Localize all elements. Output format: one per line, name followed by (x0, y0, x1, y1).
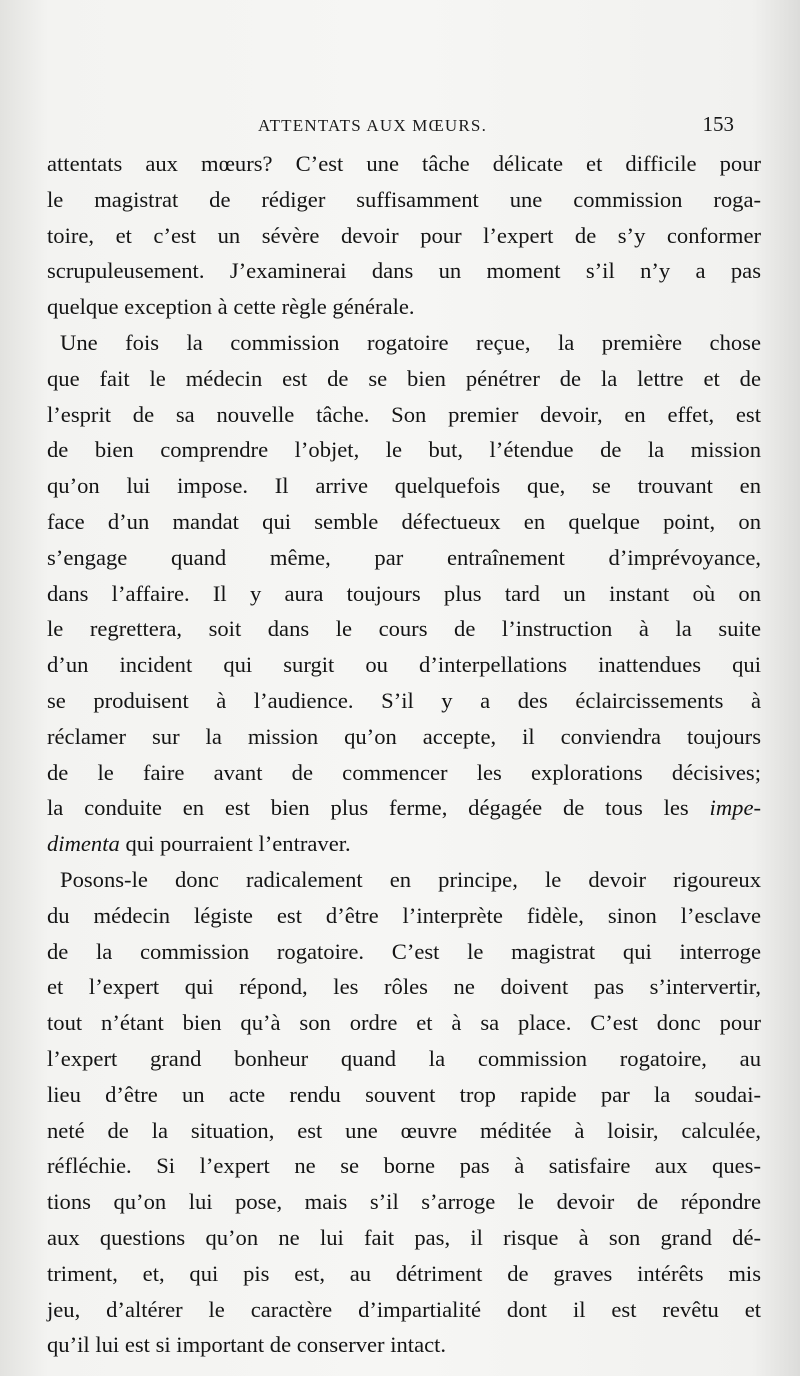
text-line (47, 755, 761, 791)
text-line (47, 1077, 761, 1113)
text-line (47, 253, 761, 289)
line-text: jeu, d’altérer le caractère d’impartialité dont il est revêtu et (47, 1296, 761, 1322)
line-text: l’expert grand bonheur quand la commission rogatoire, au (47, 1045, 761, 1071)
text-line (47, 969, 761, 1005)
text-line (47, 361, 761, 397)
text-line (47, 1327, 761, 1363)
text-line (47, 790, 761, 826)
running-head (60, 114, 734, 140)
line-text: de bien comprendre l’objet, le but, l’étendue de la mission (47, 437, 761, 463)
line-text: attentats aux mœurs? C’est une tâche délicate et difficile pour (47, 151, 761, 176)
line-text: dans l’affaire. Il y aura toujours plus tard un instant où on (47, 580, 761, 606)
line-text: du médecin légiste est d’être l’interprète fidèle, sinon l’esclave (47, 902, 761, 928)
line-text: le magistrat de rédiger suffisamment une commission roga- (47, 186, 761, 212)
line-text: réfléchie. Si l’expert ne se borne pas à satisfaire aux ques- (47, 1153, 761, 1179)
line-text: tout n’étant bien qu’à son ordre et à sa place. C’est donc pour (47, 1010, 761, 1036)
text-line (47, 1005, 761, 1041)
italic-text: dimenta (47, 831, 120, 857)
line-text: aux questions qu’on ne lui fait pas, il risque à son grand dé- (47, 1224, 761, 1250)
text-line (47, 468, 761, 504)
text-line (47, 826, 761, 862)
line-text: face d’un mandat qui semble défectueux en quelque point, on (47, 508, 761, 534)
text-line (47, 719, 761, 755)
running-head-title: ATTENTATS AUX MŒURS. (258, 116, 488, 135)
text-line (47, 146, 761, 182)
line-text: se produisent à l’audience. S’il y a des éclaircissements à (47, 687, 761, 713)
body-text (47, 146, 761, 1363)
text-line (47, 683, 761, 719)
text-line (47, 898, 761, 934)
text-line (47, 432, 761, 468)
page-number: 153 (702, 112, 734, 136)
text-line (47, 397, 761, 433)
line-text: neté de la situation, est une œuvre méditée à loisir, calculée, (47, 1117, 761, 1143)
line-text: qui pourraient l’entraver. (119, 831, 351, 857)
text-line (47, 647, 761, 683)
text-line (47, 1113, 761, 1149)
line-text: réclamer sur la mission qu’on accepte, il conviendra toujours (47, 723, 761, 749)
text-line (47, 218, 761, 254)
line-text: qu’il lui est si important de conserver intact. (47, 1332, 447, 1358)
text-line (47, 1256, 761, 1292)
line-text: toire, et c’est un sévère devoir pour l’expert de s’y conformer (47, 222, 761, 248)
text-line (47, 182, 761, 218)
line-text: lieu d’être un acte rendu souvent trop rapide par la soudai- (47, 1081, 761, 1107)
text-line (47, 611, 761, 647)
line-text: d’un incident qui surgit ou d’interpellations inattendues qui (47, 652, 761, 678)
text-line (47, 1220, 761, 1256)
text-line (47, 325, 761, 361)
italic-text: impe- (709, 795, 761, 821)
text-line (47, 576, 761, 612)
line-text: Une fois la commission rogatoire reçue, la première chose (60, 329, 761, 355)
line-text: qu’on lui impose. Il arrive quelquefois que, se trouvant en (47, 473, 761, 499)
line-text: s’engage quand même, par entraînement d’imprévoyance, (47, 544, 761, 570)
line-text: Posons-le donc radicalement en principe, le devoir rigoureux (60, 866, 761, 892)
line-text: scrupuleusement. J’examinerai dans un moment s’il n’y a pas (47, 258, 761, 284)
line-text: quelque exception à cette règle générale. (47, 294, 415, 320)
text-line (47, 862, 761, 898)
text-line (47, 504, 761, 540)
line-text: et l’expert qui répond, les rôles ne doivent pas s’intervertir, (47, 974, 761, 1000)
line-text: de le faire avant de commencer les explorations décisives; (47, 759, 761, 785)
text-line (47, 934, 761, 970)
text-line (47, 540, 761, 576)
text-line (47, 289, 761, 325)
line-text: la conduite en est bien plus ferme, dégagée de tous les (47, 795, 689, 821)
line-text: l’esprit de sa nouvelle tâche. Son premier devoir, en effet, est (47, 401, 761, 427)
line-text: triment, et, qui pis est, au détriment de graves intérêts mis (47, 1260, 761, 1286)
text-line (47, 1184, 761, 1220)
line-text: le regrettera, soit dans le cours de l’instruction à la suite (47, 616, 761, 642)
text-line (47, 1148, 761, 1184)
text-line (47, 1292, 761, 1328)
text-line (47, 1041, 761, 1077)
line-text: tions qu’on lui pose, mais s’il s’arroge le devoir de répondre (47, 1189, 761, 1215)
line-text: que fait le médecin est de se bien pénétrer de la lettre et de (47, 365, 761, 391)
line-text: de la commission rogatoire. C’est le magistrat qui interroge (47, 938, 761, 964)
